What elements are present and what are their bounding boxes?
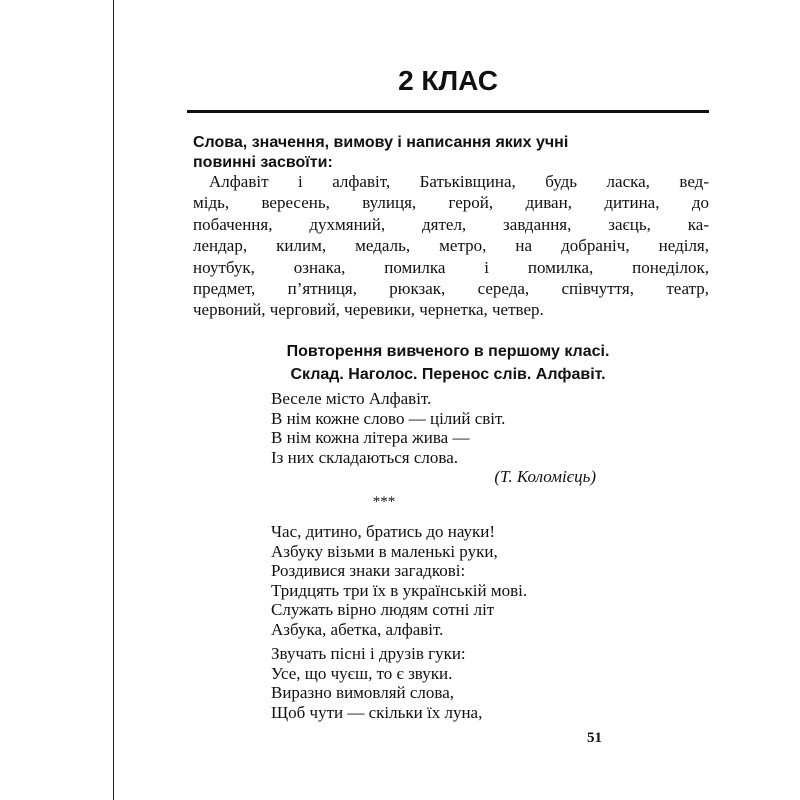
vocab-heading (193, 133, 709, 173)
poem-line: Звучать пісні і друзів гуки: (271, 644, 466, 663)
vocab-line: ноутбук, ознака, помилка і помилка, понеділок, (193, 257, 709, 277)
poem-line: В нім кожна літера жива — (271, 428, 470, 448)
poem-alphabet-city (271, 389, 601, 467)
poem-line: Щоб чути — скільки їх луна, (271, 702, 483, 722)
vocab-line: Алфавіт і алфавіт, Батьківщина, будь ласка, вед- (209, 172, 709, 191)
vocab-line: мідь, вересень, вулиця, герой, диван, дитина, до (193, 193, 709, 213)
vocab-line: предмет, п’ятниця, рюкзак, середа, співчуття, театр, (193, 279, 709, 299)
vocab-line: лендар, килим, медаль, метро, на добраніч, неділя, (193, 236, 709, 256)
poem-line: Усе, що чуєш, то є звуки. (271, 663, 453, 683)
poem-line: В нім кожне слово — цілий світ. (271, 408, 506, 428)
poem-line: Служать вірно людям сотні літ (271, 600, 495, 620)
vocab-line: побачення, духмяний, дятел, завдання, заєць, ка- (193, 214, 709, 234)
poem-line: Виразно вимовляй слова, (271, 683, 455, 703)
poem-line: Час, дитино, братись до науки! (271, 522, 496, 541)
poem-line: Азбука, абетка, алфавіт. (271, 619, 444, 639)
vocab-word-list (193, 171, 709, 321)
vocab-heading-line: повинні засвоїти: (193, 154, 333, 171)
section-heading (188, 340, 708, 386)
poem-sounds (271, 644, 601, 722)
page-number: 51 (587, 730, 602, 746)
section-heading-line: Склад. Наголос. Перенос слів. Алфавіт. (290, 366, 606, 383)
poem-azbuka (271, 522, 601, 640)
poem-line: Азбуку візьми в маленькі руки, (271, 541, 498, 561)
book-page (113, 0, 800, 800)
title-rule (187, 110, 709, 113)
stanza-separator: *** (372, 494, 396, 510)
poem-line: Веселе місто Алфавіт. (271, 389, 432, 408)
vocab-line: червоний, черговий, черевики, чернетка, четвер. (193, 300, 544, 320)
poem-line: Роздивися знаки загадкові: (271, 561, 466, 581)
poem-line: Тридцять три їх в українській мові. (271, 580, 528, 600)
section-heading-line: Повторення вивченого в першому класі. (286, 343, 610, 360)
vocab-heading-line: Слова, значення, вимову і написання яких учні (193, 134, 569, 151)
class-title: 2 КЛАС (398, 65, 498, 96)
poem-author: (Т. Коломієць) (494, 467, 596, 486)
poem-line: Із них складаються слова. (271, 447, 458, 467)
